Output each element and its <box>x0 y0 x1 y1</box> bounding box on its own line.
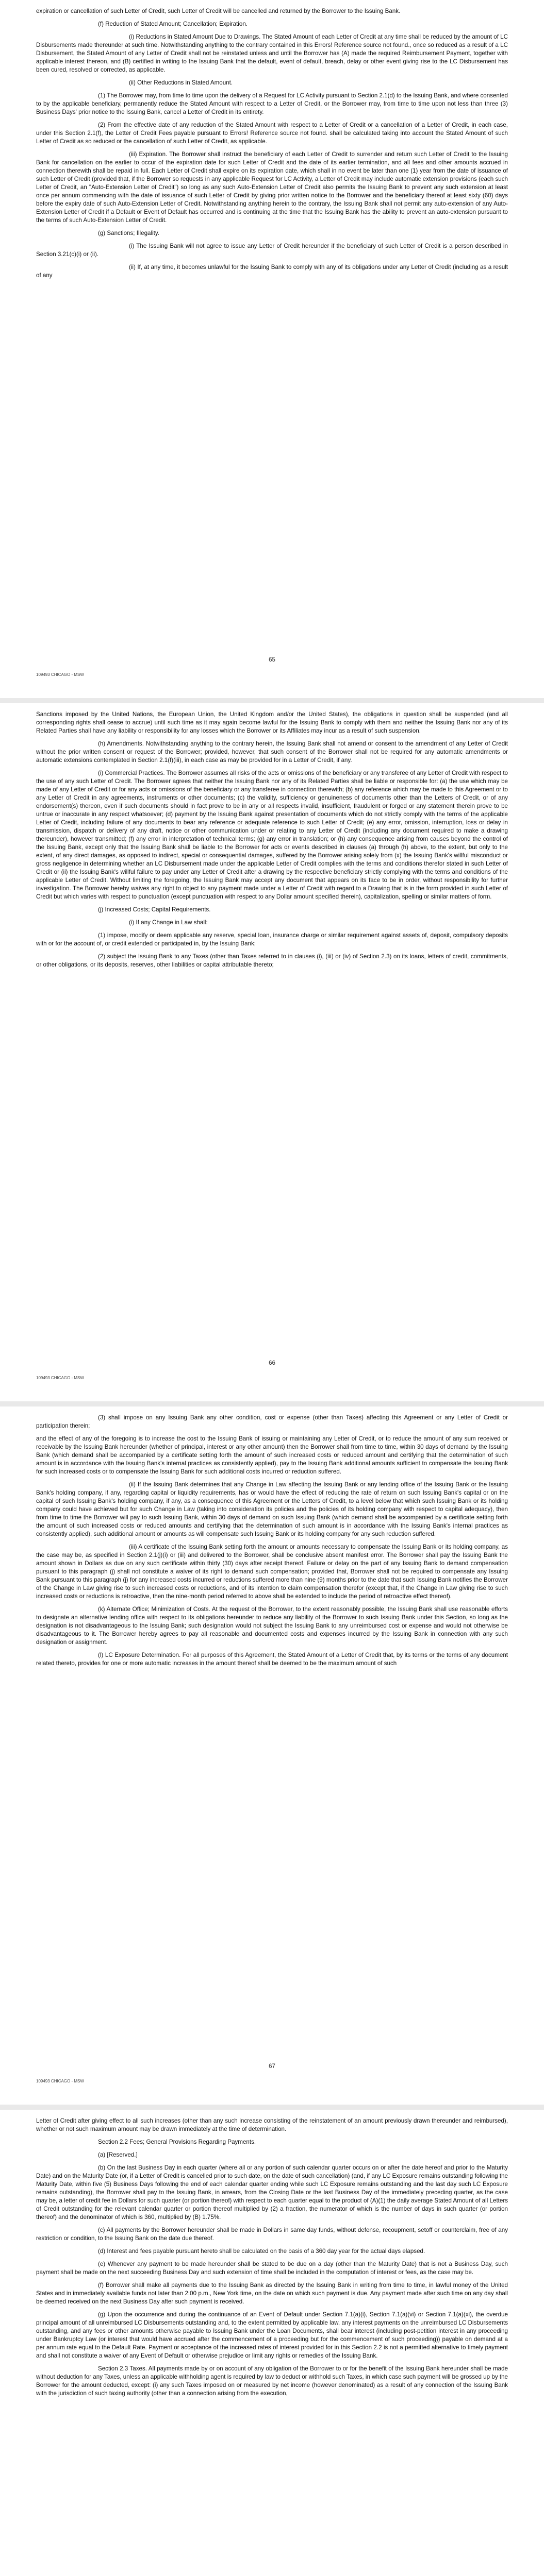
page-body <box>36 710 508 969</box>
paragraph: (i) If any Change in Law shall: <box>129 919 208 926</box>
paragraph: (ii) Other Reductions in Stated Amount. <box>129 79 233 86</box>
page-66 <box>0 703 544 1401</box>
paragraph: Letter of Credit after giving effect to all such increases (other than any such increase consisting of the reinstatement of an amount previously drawn thereunder and reimbursed), whether or not such maximum amount may be drawn immediately at the time of determination. <box>36 2117 508 2132</box>
paragraph: (i) The Issuing Bank will not agree to issue any Letter of Credit hereunder if the beneficiary of such Letter of Credit is a person described in Section 3.21(c)(i) or (ii). <box>36 243 508 258</box>
paragraph: (ii) If, at any time, it becomes unlawful for the Issuing Bank to comply with any of its obligations under any Letter of Credit (including as a result of any <box>36 264 508 279</box>
page-body <box>36 7 508 280</box>
paragraph: (a) [Reserved.] <box>98 2151 138 2158</box>
paragraph: (h) Amendments. Notwithstanding anything to the contrary herein, the Issuing Bank shall not amend or consent to the amendment of any Letter of Credit without the prior written consent or request of the Borrower; provided, however, that such consent of the Borrower shall not be required for any automatic amendments or automatic extensions contemplated in Section 2.1(f)(iii), in each case as may be provided for in a Letter of Credit, if any. <box>36 740 508 764</box>
document-id: 109493 CHICAGO - MSW <box>36 672 84 677</box>
paragraph: (ii) If the Issuing Bank determines that any Change in Law affecting the Issuing Bank or any lending office of the Issuing Bank or the Issuing Bank's holding company, if any, regarding capital or liquidity requirements, has or would have the effect of reducing the rate of return on such Issuing Bank's capital or on the capital of such Issuing Bank's holding company, if any, as a consequence of this Agreement or the Letters of Credit, to a level below that which such Issuing Bank or its holding company could have achieved but for such Change in Law (taking into consideration its policies and the policies of its holding company with respect to capital adequacy), then from time to time the Borrower will pay to such Issuing Bank, within 30 days of demand on such Issuing Bank (which demand shall be accompanied by a certificate setting forth the amount of such increased costs or reduced amounts and certifying that the determination of such amount is in accordance with the Issuing Bank's internal practices as consistently applied), such additional amount or amounts as will compensate such Issuing Bank or its holding company for any such reduction suffered. <box>36 1481 508 1537</box>
paragraph: (c) All payments by the Borrower hereunder shall be made in Dollars in same day funds, without defense, recoupment, setoff or counterclaim, free of any restriction or condition, to the Issuing Bank on the date due thereof. <box>36 2227 508 2242</box>
paragraph: (d) Interest and fees payable pursuant hereto shall be calculated on the basis of a 360 day year for the actual days elapsed. <box>98 2248 425 2255</box>
page-65 <box>0 0 544 698</box>
section-heading: (g) Sanctions; Illegality. <box>98 230 159 236</box>
paragraph: (l) LC Exposure Determination. For all purposes of this Agreement, the Stated Amount of a Letter of Credit that, by its terms or the terms of any document related thereto, provides for one or more automatic increases in the amount thereof shall be deemed to be the maximum amount of such <box>36 1652 508 1667</box>
paragraph: (iii) Expiration. The Borrower shall instruct the beneficiary of each Letter of Credit to surrender and return such Letter of Credit to the Issuing Bank for cancellation on the earlier to occur of the expiration date for such Letter of Credit and the date of its earlier termination, and all fees and other amounts accrued in connection therewith shall be repaid in full. Each Letter of Credit shall expire on its expiration date, which shall in no event be later than one (1) year from the date of issuance of such Letter of Credit (provided that, if the Borrower so requests in any applicable Request for LC Activity, a Letter of Credit may include automatic extension provisions (each such Letter of Credit, an "Auto-Extension Letter of Credit") so long as any such Auto-Extension Letter of Credit also permits the Issuing Bank to prevent any such extension at least once per annum commencing with the date of issuance of such Letter of Credit by giving prior written notice to the Borrower and the beneficiary thereof at least sixty (60) days before the expiry date of such Auto-Extension Letter of Credit. Notwithstanding anything herein to the contrary, the Issuing Bank shall not permit any auto-extension of any Auto-Extension Letter of Credit if a Default or Event of Default has occurred and is continuing at the time that the Issuing Bank has the ability to prevent an auto-extension pursuant to the terms of such Auto-Extension Letter of Credit. <box>36 151 508 224</box>
section-heading: (f) Reduction of Stated Amount; Cancellation; Expiration. <box>98 21 248 27</box>
paragraph: (g) Upon the occurrence and during the continuance of an Event of Default under Section 7.1(a)(i), Section 7.1(a)(vi) or Section 7.1(a)(xi), the overdue principal amount of all unreimbursed LC Disbursements outstanding and, to the extent permitted by applicable law, any interest payments on the unreimbursed LC Disbursements outstanding, and any fees or other amounts otherwise payable to Issuing Bank under the Loan Documents, shall bear interest (including post-petition interest in any proceeding under Bankruptcy Law (or interest that would have accrued after the commencement of a proceeding but for the commencement of such proceeding)) payable on demand at a per annum rate equal to the Default Rate. Payment or acceptance of the increased rates of interest provided for in this Section 2.2 is not a permitted alternative to timely payment and shall not constitute a waiver of any Event of Default or otherwise prejudice or limit any rights or remedies of the Issuing Bank. <box>36 2311 508 2359</box>
paragraph: (i) Reductions in Stated Amount Due to Drawings. The Stated Amount of each Letter of Credit at any time shall be reduced by the amount of LC Disbursements made thereunder at such time. Notwithstanding anything to the contrary contained in this Errors! Reference source not found., once so reduced as a result of a LC Disbursement, the Stated Amount of any Letter of Credit shall not be reinstated unless and until the Borrower has (A) made the required Reimbursement Payment, together with applicable interest thereon, and (B) certified in writing to the Issuing Bank that the default, event of default, breach, delay or other event giving rise to the LC Disbursement has been cured, resolved or corrected, as applicable. <box>36 33 508 73</box>
page-number: 66 <box>269 1360 275 1366</box>
paragraph: (3) shall impose on any Issuing Bank any other condition, cost or expense (other than Taxes) affecting this Agreement or any Letter of Credit or participation therein; <box>36 1414 508 1429</box>
paragraph: (b) On the last Business Day in each quarter (where all or any portion of such calendar quarter occurs on or after the date hereof and prior to the Maturity Date) and on the Maturity Date (or, if a Letter of Credit is cancelled prior to such date, on the date of such cancellation) (and, if any LC Exposure remains outstanding following the Maturity Date, within five (5) Business Days following the end of each calendar quarter ending while such LC Exposure remains outstanding and the last day such LC Exposure remains outstanding), the Borrower shall pay to the Issuing Bank, in arrears, from the Closing Date or the last Business Day of the immediately preceding quarter, as the case may be, a letter of credit fee in Dollars for such quarter (or portion thereof) with respect to each quarter equal to the product of (A)(1) the daily average Stated Amount of all Letters of Credit outstanding for the relevant calendar quarter or portion thereof multiplied by (2) a fraction, the numerator of which is the number of days in such quarter (or portion thereof) and the denominator of which is 360, multiplied by (B) 1.75%. <box>36 2164 508 2221</box>
paragraph: (2) From the effective date of any reduction of the Stated Amount with respect to a Letter of Credit or a cancellation of a Letter of Credit, in each case, under this Section 2.1(f), the Letter of Credit Fees payable pursuant to Errors! Reference source not found. shall be calculated taking into account the Stated Amount of such Letter of Credit as so reduced or the cancellation of such Letter of Credit, as applicable. <box>36 122 508 145</box>
document-id: 109493 CHICAGO - MSW <box>36 1376 84 1380</box>
paragraph: and the effect of any of the foregoing is to increase the cost to the Issuing Bank of issuing or maintaining any Letter of Credit, or to reduce the amount of any sum received or receivable by the Issuing Bank hereunder (whether of principal, interest or any other amount) then the Borrower shall from time to time, within 30 days of demand by the Issuing Bank (which demand shall be accompanied by a certificate setting forth the amount of such increased costs or reduced amount and certifying that the determination of such amount is in accordance with the Issuing Bank's internal practices as consistently applied), pay to the Issuing Bank additional amounts sufficient to compensate the Issuing Bank for such increased costs or to compensate the Issuing Bank for such additional costs incurred or reduction suffered. <box>36 1435 508 1475</box>
paragraph: (1) The Borrower may, from time to time upon the delivery of a Request for LC Activity pursuant to Section 2.1(d) to the Issuing Bank, and where consented to by the applicable beneficiary, permanently reduce the Stated Amount with respect to a Letter of Credit, or the Borrower may, from time to time upon not less than three (3) Business Days' prior notice to the Issuing Bank, cancel a Letter of Credit in its entirety. <box>36 92 508 115</box>
paragraph: (f) Borrower shall make all payments due to the Issuing Bank as directed by the Issuing Bank in writing from time to time, in lawful money of the United States and in immediately available funds not later than 2:00 p.m., New York time, on the date on which such payment is due. Any payment made after such time on any day shall be deemed received on the next Business Day after such payment is received. <box>36 2282 508 2305</box>
paragraph: (e) Whenever any payment to be made hereunder shall be stated to be due on a day (other than the Maturity Date) that is not a Business Day, such payment shall be made on the next succeeding Business Day and such extension of time shall be included in the computation of interest or fees, as the case may be. <box>36 2261 508 2276</box>
paragraph: (2) subject the Issuing Bank to any Taxes (other than Taxes referred to in clauses (i), (iii) or (iv) of Section 2.3) on its loans, letters of credit, commitments, or other obligations, or its deposits, reserves, other liabilities or capital attributable thereto; <box>36 953 508 968</box>
paragraph: (i) Commercial Practices. The Borrower assumes all risks of the acts or omissions of the beneficiary or any transferee of any Letter of Credit with respect to the use of any such Letter of Credit. The Borrower agrees that neither the Issuing Bank nor any of its Related Parties shall be liable or responsible for: (a) the use which may be made of any Letter of Credit or for any acts or omissions of the beneficiary or any transferee in connection therewith; (b) any reference which may be made to this Agreement or to any Letter of Credit in any agreements, instruments or other documents; (c) the validity, sufficiency or genuineness of documents other than the Letters of Credit, or of any endorsement(s) thereon, even if such documents should in fact prove to be in any or all respects invalid, insufficient, fraudulent or forged or any statement therein prove to be untrue or inaccurate in any respect whatsoever; (d) payment by the Issuing Bank against presentation of documents which do not strictly comply with the terms of the applicable Letter of Credit, including failure of any documents to bear any reference or adequate reference to such Letter of Credit; (e) any error, omission, interruption, loss or delay in transmission, dispatch or delivery of any draft, notice or other communication under or relating to any Letter of Credit (including any document required to make a drawing thereunder), however transmitted; (f) any error in interpretation of technical terms; (g) any error in translation; or (h) any consequence arising from causes beyond the control of the Issuing Bank, except only that the Issuing Bank shall be liable to the Borrower for acts or events described in clauses (a) through (h) above, to the extent, but only to the extent, of any direct damages, as opposed to indirect, special or consequential damages, suffered by the Borrower arising solely from (x) the Issuing Bank's willful misconduct or gross negligence in determining whether an LC Disbursement made under the applicable Letter of Credit complies with the terms and conditions therefor stated in such Letter of Credit or (ii) the Issuing Bank's willful failure to pay under any Letter of Credit after a drawing by the respective beneficiary strictly complying with the terms and conditions of the applicable Letter of Credit. Without limiting the foregoing, the Issuing Bank may accept any document that appears on its face to be in order, without responsibility for further investigation. The Borrower hereby waives any right to object to any payment made under a Letter of Credit with regard to a Drawing that is in the form provided in such Letter of Credit but which varies with respect to punctuation (except punctuation with respect to any Dollar amount specified therein), capitalization, spelling or similar matters of form. <box>36 770 508 900</box>
paragraph: (k) Alternate Office; Minimization of Costs. At the request of the Borrower, to the extent reasonably possible, the Issuing Bank shall use reasonable efforts to designate an alternative lending office with respect to its obligations hereunder to reduce any liability of the Borrower to such Issuing Bank under this Section, so long as the designation is not disadvantageous to the Issuing Bank; such designation would not subject the Issuing Bank to any unreimbursed cost or expense and would not otherwise be disadvantageous to it. The Borrower hereby agrees to pay all reasonable and documented costs and expenses incurred by the Issuing Bank in connection with any such designation or assignment. <box>36 1606 508 1646</box>
paragraph: expiration or cancellation of such Letter of Credit, such Letter of Credit will be cancelled and returned by the Borrower to the Issuing Bank. <box>36 8 401 14</box>
page-67 <box>0 1406 544 2105</box>
document-id: 109493 CHICAGO - MSW <box>36 2079 84 2083</box>
page-body <box>36 1414 508 1668</box>
section-heading: Section 2.2 Fees; General Provisions Regarding Payments. <box>98 2139 256 2145</box>
paragraph: Sanctions imposed by the United Nations, the European Union, the United Kingdom and/or the United States), the obligations in question shall be suspended (and all corresponding rights shall cease to accrue) until such time as it may again become lawful for the Issuing Bank to comply with them and neither the Issuing Bank nor any of its Related Parties shall have any liability or responsibility for any losses which the Borrower or its Affiliates may incur as a result of such suspension. <box>36 711 508 734</box>
paragraph: Section 2.3 Taxes. All payments made by or on account of any obligation of the Borrower to or for the benefit of the Issuing Bank hereunder shall be made without deduction for any Taxes, unless an applicable withholding agent is required by law to deduct or withhold such Taxes, in which case such payment will be grossed up by the Borrower for the amount deducted, except: (i) any such Taxes imposed on or measured by net income (however denominated) as a result of any connection of the Issuing Bank with the jurisdiction of such taxing authority (other than a connection arising from the execution, <box>36 2365 508 2397</box>
page-68 <box>0 2110 544 2576</box>
page-number: 65 <box>269 657 275 663</box>
page-number: 67 <box>269 2063 275 2070</box>
section-heading: (j) Increased Costs; Capital Requirements. <box>98 906 211 913</box>
page-body <box>36 2117 508 2398</box>
paragraph: (1) impose, modify or deem applicable any reserve, special loan, insurance charge or similar requirement against assets of, deposit, compulsory deposits with or for the account of, or credit extended or participated in, by the Issuing Bank; <box>36 932 508 947</box>
paragraph: (iii) A certificate of the Issuing Bank setting forth the amount or amounts necessary to compensate the Issuing Bank or its holding company, as the case may be, as specified in Section 2.1(j)(i) or (iii) and delivered to the Borrower, shall be conclusive absent manifest error. The Borrower shall pay the Issuing Bank the amount shown in Dollars as due on any such certificate within thirty (30) days after receipt thereof. Failure or delay on the part of any Issuing Bank to demand compensation pursuant to this paragraph (j) shall not constitute a waiver of its right to demand such compensation; provided that, Borrower shall not be required to compensate any Issuing Bank pursuant to this paragraph (j) for any increased costs incurred or reductions suffered more than nine (9) months prior to the date that such Issuing Bank notifies the Borrower of the Change in Law giving rise to such increased costs or reductions, and of its intention to claim compensation therefor (except that, if the Change in Law giving rise to such increased costs or reductions is retroactive, then the nine-month period referred to above shall be extended to include the period of retroactive effect thereof). <box>36 1544 508 1600</box>
